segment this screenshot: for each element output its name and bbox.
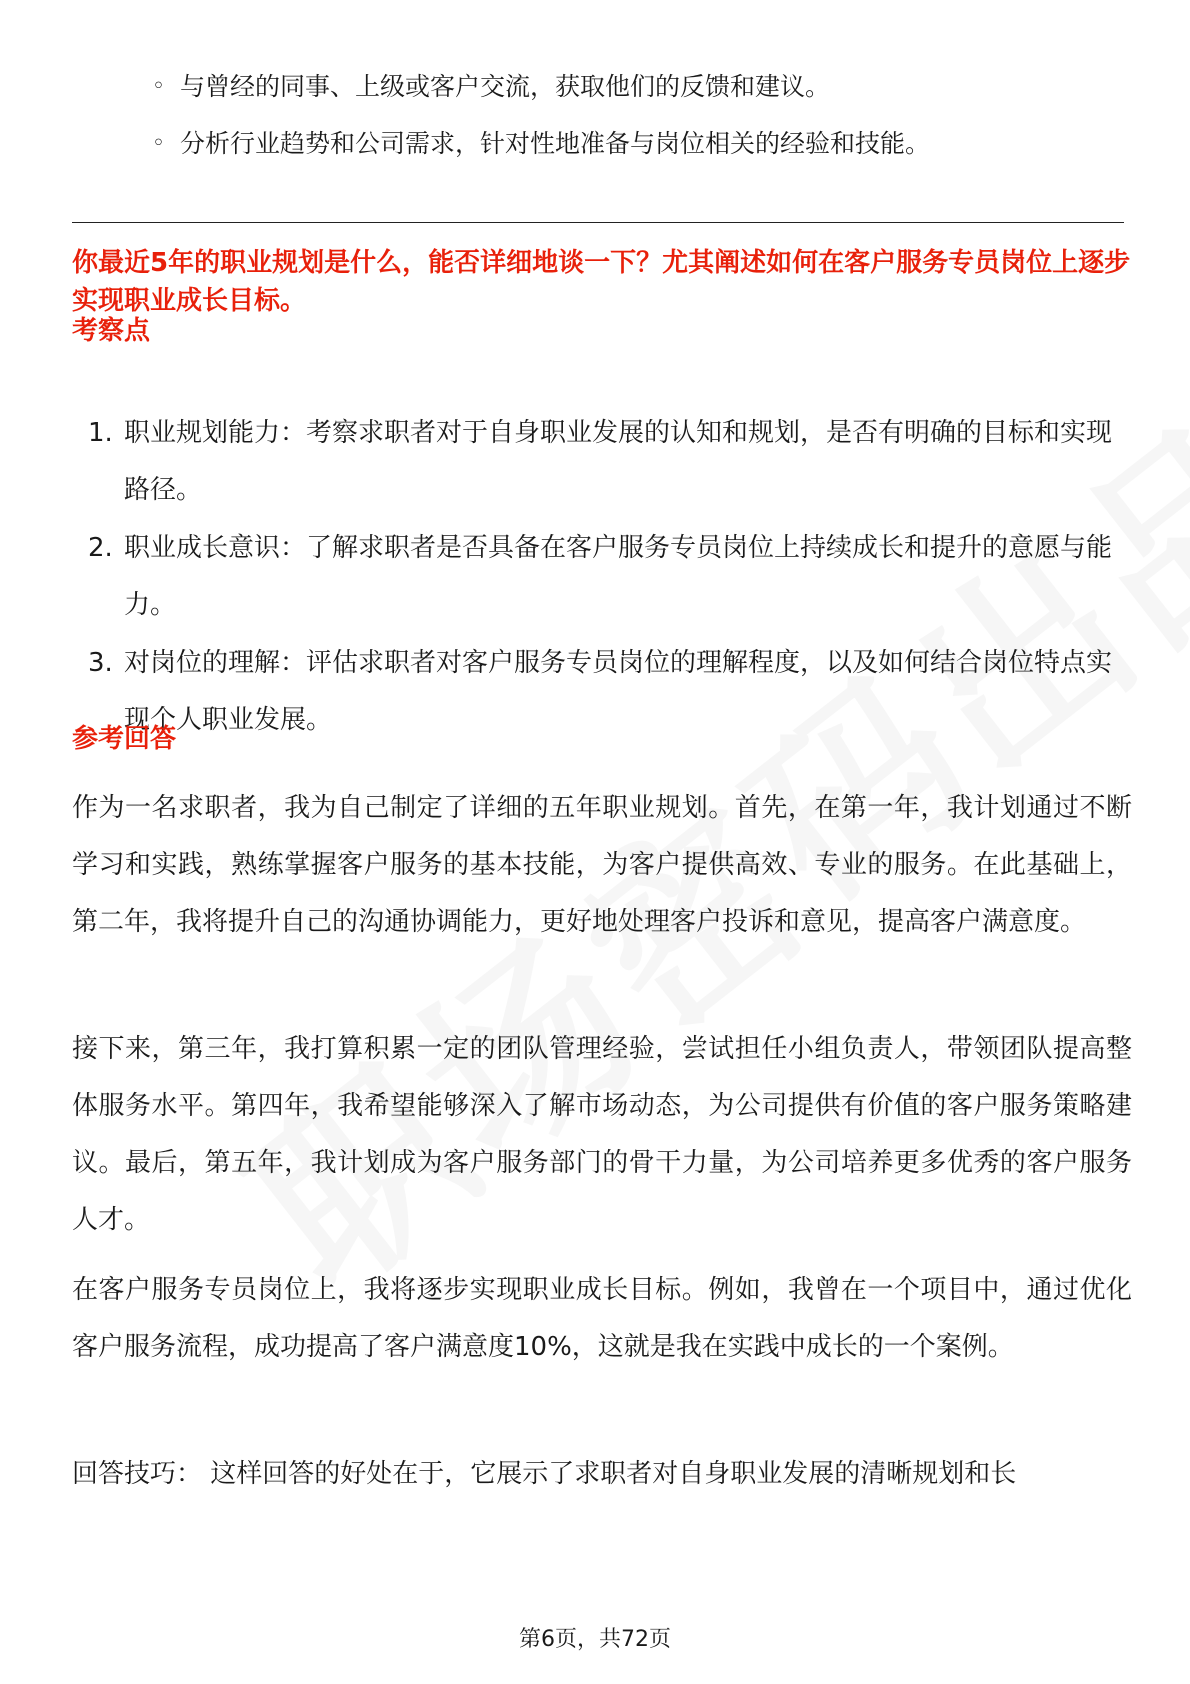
section-heading-answer: 参考回答 [72, 724, 177, 754]
list-item [72, 520, 1132, 634]
answer-tip: 回答技巧： 这样回答的好处在于，它展示了求职者对自身职业发展的清晰规划和长 [72, 1459, 1017, 1489]
question-title: 你最近5年的职业规划是什么，能否详细地谈一下？尤其阐述如何在客户服务专员岗位上逐步实现职业成长目标。 [72, 248, 1131, 316]
bullet-mark: ◦ [152, 131, 165, 156]
list-item [148, 115, 1128, 172]
page-footer: 第6页，共72页 [519, 1627, 671, 1652]
points-list [72, 405, 1132, 750]
list-item-text: 职业成长意识：了解求职者是否具备在客户服务专员岗位上持续成长和提升的意愿与能力。 [124, 533, 1113, 620]
list-item-text: 对岗位的理解：评估求职者对客户服务专员岗位的理解程度，以及如何结合岗位特点实现个人职业发展。 [124, 648, 1113, 735]
answer-paragraph: 接下来，第三年，我打算积累一定的团队管理经验，尝试担任小组负责人，带领团队提高整体服务水平。第四年，我希望能够深入了解市场动态，为公司提供有价值的客户服务策略建议。最后，第五年，我计划成为客户服务部门的骨干力量，为公司培养更多优秀的客户服务人才。 [72, 1034, 1132, 1235]
list-item-text: 职业规划能力：考察求职者对于自身职业发展的认知和规划，是否有明确的目标和实现路径。 [124, 418, 1113, 505]
list-item-text: 分析行业趋势和公司需求，针对性地准备与岗位相关的经验和技能。 [180, 129, 931, 158]
bullet-mark: ◦ [152, 74, 165, 99]
list-item [148, 58, 1128, 115]
list-number: 3. [88, 648, 113, 678]
list-number: 2. [88, 533, 113, 563]
list-item [72, 405, 1132, 519]
list-item [72, 635, 1132, 749]
bullet-list [148, 58, 1128, 172]
list-item-text: 与曾经的同事、上级或客户交流，获取他们的反馈和建议。 [180, 72, 831, 101]
answer-paragraph: 作为一名求职者，我为自己制定了详细的五年职业规划。首先，在第一年，我计划通过不断学习和实践，熟练掌握客户服务的基本技能，为客户提供高效、专业的服务。在此基础上，第二年，我将提升自己的沟通协调能力，更好地处理客户投诉和意见，提高客户满意度。 [72, 793, 1132, 937]
section-heading-points: 考察点 [72, 316, 151, 346]
divider [72, 222, 1124, 223]
list-number: 1. [88, 418, 113, 448]
answer-paragraph: 在客户服务专员岗位上，我将逐步实现职业成长目标。例如，我曾在一个项目中，通过优化客户服务流程，成功提高了客户满意度10%，这就是我在实践中成长的一个案例。 [72, 1275, 1132, 1362]
